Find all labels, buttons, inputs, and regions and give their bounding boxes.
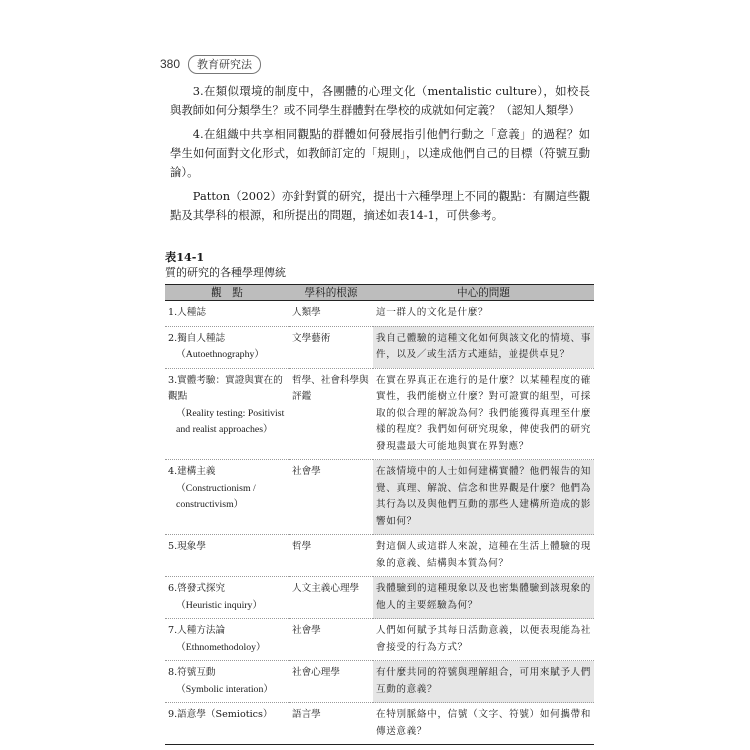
perspective-cell	[165, 535, 289, 577]
perspective-cell	[165, 703, 289, 745]
table-caption	[165, 249, 286, 281]
table-number: 表14-1	[165, 250, 205, 264]
perspective-name: 3.實體考驗：實證與實在的觀點	[168, 374, 283, 402]
paragraph: Patton（2002）亦針對質的研究，提出十六種學理上不同的觀點：有關這些觀點及其學科的根源，和所提出的問題，摘述如表14-1，可供參考。	[170, 189, 590, 222]
running-head	[160, 54, 261, 74]
table-row	[165, 460, 594, 535]
perspective-english: （Heuristic inquiry）	[176, 599, 263, 611]
perspective-cell	[165, 619, 289, 661]
paragraph: 4.在組織中共享相同觀點的群體如何發展指引他們行動之「意義」的過程？如學生如何面對文化形式，如教師訂定的「規則」，以達成他們自己的目標（符號互動論）。	[170, 127, 590, 179]
question-cell: 我自己體驗的這種文化如何與該文化的情境、事件，以及／或生活方式連結，並提供卓見？	[373, 326, 594, 368]
perspective-name: 5.現象學	[168, 541, 206, 552]
question-cell: 在該情境中的人士如何建構實體？他們報告的知覺、真理、解說、信念和世界觀是什麼？他們為其行為以及與他們互動的那些人建構所造成的影響如何？	[373, 460, 594, 535]
discipline-cell: 人文主義心理學	[289, 577, 373, 619]
question-cell: 人們如何賦予其每日活動意義，以便表現能為社會接受的行為方式？	[373, 619, 594, 661]
perspective-cell	[165, 301, 289, 327]
table-row	[165, 535, 594, 577]
perspective-english: （Reality testing: Positivist and realist approaches）	[176, 407, 285, 435]
perspective-cell	[165, 368, 289, 460]
discipline-cell: 哲學	[289, 535, 373, 577]
table-title: 質的研究的各種學理傳統	[165, 266, 286, 279]
perspective-cell	[165, 460, 289, 535]
paragraph: 3.在類似環境的制度中，各團體的心理文化（mentalistic culture），如校長與教師如何分類學生？或不同學生群體對在學校的成就如何定義？（認知人類學）	[170, 84, 590, 117]
discipline-cell: 哲學、社會科學與評鑑	[289, 368, 373, 460]
page-number: 380	[160, 57, 181, 71]
discipline-cell: 語言學	[289, 703, 373, 745]
question-cell: 這一群人的文化是什麼？	[373, 301, 594, 327]
table-row	[165, 703, 594, 745]
table-header-row	[165, 285, 594, 301]
table-row	[165, 368, 594, 460]
table-row	[165, 326, 594, 368]
question-cell: 在實在界真正在進行的是什麼？以某種程度的確實性，我們能樹立什麼？對可證實的組型，可採取的似合理的解說為何？我們能獲得真理至什麼樣的程度？我們如何研究現象，俾使我們的研究發現盡最大可能地與實在界對應？	[373, 368, 594, 460]
perspective-english: （Constructionism / constructivism）	[176, 482, 256, 510]
perspective-name: 1.人種誌	[168, 307, 206, 318]
perspective-name: 6.啓發式探究	[168, 583, 226, 594]
perspective-name: 8.符號互動	[168, 667, 216, 678]
traditions-table	[165, 284, 594, 745]
discipline-cell: 社會學	[289, 619, 373, 661]
question-cell: 在特別脈絡中，信號（文字、符號）如何攜帶和傳送意義？	[373, 703, 594, 745]
perspective-name: 9.語意學（Semiotics）	[168, 709, 273, 720]
table-row	[165, 661, 594, 703]
question-cell: 我體驗到的這種現象以及也密集體驗到該現象的他人的主要經驗為何？	[373, 577, 594, 619]
perspective-english: （Symbolic interation）	[176, 683, 274, 695]
perspective-english: （Ethnomethodoloy）	[176, 641, 266, 653]
discipline-cell: 社會學	[289, 460, 373, 535]
discipline-cell: 人類學	[289, 301, 373, 327]
table-row	[165, 619, 594, 661]
question-cell: 有什麼共同的符號與理解組合，可用來賦予人們互動的意義？	[373, 661, 594, 703]
question-cell: 對這個人或這群人來說，這種在生活上體驗的現象的意義、結構與本質為何？	[373, 535, 594, 577]
table-row	[165, 577, 594, 619]
perspective-name: 4.建構主義	[168, 466, 216, 477]
column-header-perspective: 觀 點	[165, 285, 289, 301]
book-title: 教育研究法	[188, 55, 261, 74]
body-text	[170, 82, 590, 230]
column-header-discipline: 學科的根源	[289, 285, 373, 301]
perspective-cell	[165, 577, 289, 619]
perspective-english: （Autoethnography）	[176, 349, 265, 360]
column-header-question: 中心的問題	[373, 285, 594, 301]
discipline-cell: 文學藝術	[289, 326, 373, 368]
perspective-cell	[165, 661, 289, 703]
table-row	[165, 301, 594, 327]
perspective-name: 2.獨自人種誌	[168, 332, 226, 344]
perspective-cell	[165, 326, 289, 368]
perspective-name: 7.人種方法論	[168, 625, 226, 636]
discipline-cell: 社會心理學	[289, 661, 373, 703]
